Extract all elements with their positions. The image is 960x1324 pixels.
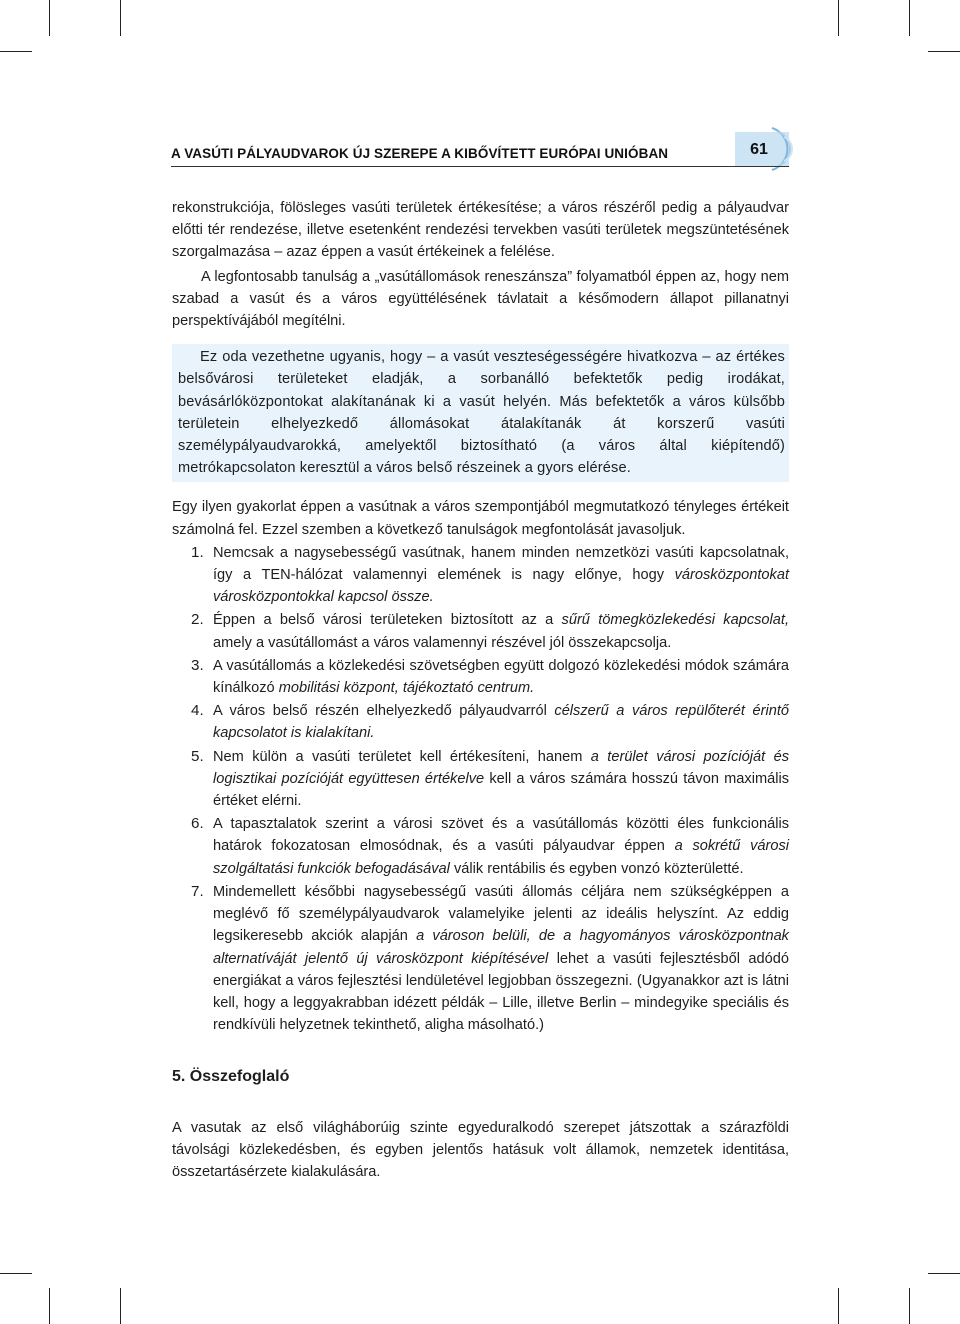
list-number: 3. [191,656,204,674]
crop-mark [838,1288,839,1324]
header-rule [171,166,789,167]
list-number: 4. [191,702,204,720]
crop-mark [49,1288,50,1324]
list-item: 2. Éppen a belső városi területeken biztosított az a sűrű tömegközlekedési kapcsolat, amely a vasútállomást a város valamennyi részével jól összekapcsolja. [191,611,789,651]
list-item: 6. A tapasztalatok szerint a városi szövet és a vasútállomás közötti éles funkcionális határok fokozatosan elmosódnak, és a vasúti pályaudvar éppen a sokrétű városi szolgáltatási funkciók befogadásával válik rentábilis és egyben vonzó közterületté. [191,815,789,877]
recommendation-list [172,542,789,1036]
section-heading: 5. Összefoglaló [172,1068,290,1086]
crop-mark [0,1273,32,1274]
list-item: 4. A város belső részén elhelyezkedő pályaudvarról célszerű a város repülőterét érintő kapcsolatot is kialakítani. [191,702,789,742]
crop-mark [928,1273,960,1274]
paragraph: Egy ilyen gyakorlat éppen a vasútnak a város szempontjából megmutatkozó tényleges értékeit számolná fel. Ezzel szemben a következő tanulságok megfontolását javasoljuk. [172,499,789,538]
crop-mark [909,1288,910,1324]
running-header: A VASÚTI PÁLYAUDVAROK ÚJ SZEREPE A KIBŐVÍTETT EURÓPAI UNIÓBAN [171,146,669,161]
highlight-box [172,344,789,482]
list-item: 1. Nemcsak a nagysebességű vasútnak, hanem minden nemzetközi vasúti kapcsolatnak, így a TEN-hálózat valamennyi elemének is nagy előnye, hogy városközpontokat városközpontokkal kapcsol össze. [191,543,789,606]
crop-mark [909,0,910,36]
crop-mark [49,0,50,36]
list-number: 1. [191,543,204,561]
page-body [172,197,789,1183]
list-number: 6. [191,815,204,833]
crop-mark [0,51,32,52]
paragraph: A vasutak az első világháborúig szinte egyeduralkodó szerepet játszottak a szárazföldi távolsági közlekedésben, és egyben jelentős hatásuk volt államok, nemzetek identitása, összetartásérzete kialakulására. [172,1119,789,1180]
list-number: 7. [191,882,204,900]
list-item: 7. Mindemellett későbbi nagysebességű vasúti állomás céljára nem szükségképpen a meglévő fő személypályaudvarok valamelyike jelenti az ideális helyszínt. Az eddig legsikeresebb akciók alapján a városon belüli, de a hagyományos városközpontnak alternatíváját jelentő új városközpont kiépítésével lehet a vasúti fejlesztésből adódó energiákat a város fejlesztési lendületével legjobban összegezni. (Ugyanakkor azt is látni kell, hogy a leggyakrabban idézett példák – Lille, illetve Berlin – mindegyike speciális és rendkívüli helyzetnek tekinthető, aligha másolható.) [191,882,789,1034]
crop-mark [838,0,839,36]
crop-mark [928,51,960,52]
list-number: 2. [191,611,204,629]
crop-mark [120,1288,121,1324]
paragraph: rekonstrukciója, fölösleges vasúti területek értékesítése; a város részéről pedig a pályaudvar előtti tér rendezése, illetve esetenként rendezési tervekben vasúti területek megszüntetésének szorgalmazása – azaz éppen a vasút értékeinek a felélése. [172,200,789,261]
crop-mark [120,0,121,36]
list-item: 5. Nem külön a vasúti területet kell értékesíteni, hanem a terület városi pozícióját és logisztikai pozícióját együttesen értékelve kell a város számára hosszú távon maximális értéket elérni. [191,747,789,810]
highlight-paragraph: Ez oda vezethetne ugyanis, hogy – a vasút veszteségességére hivatkozva – az értékes belsővárosi területeket eladják, a sorbanálló befektetők pedig irodákat, bevásárlóközpontokat alakítanának ki a vasút helyén. Más befektetők a város külsőbb területein elhelyezkedő állomásokat átalakítanák át korszerű vasúti személypályaudvarokká, amelyektől biztosítható (a város által kiépítendő) metrókapcsolaton keresztül a város belső részeinek a gyors elérése. [178,349,785,477]
page-number: 61 [750,141,768,158]
list-number: 5. [191,747,204,765]
list-item: 3. A vasútállomás a közlekedési szövetségben együtt dolgozó közlekedési módok számára kínálkozó mobilitási központ, tájékoztató centrum. [191,656,789,697]
paragraph: A legfontosabb tanulság a „vasútállomások reneszánsza” folyamatból éppen az, hogy nem szabad a vasút és a város együttélésének távlatait a későmodern állapot pillanatnyi perspektívájából megítélni. [172,268,789,330]
